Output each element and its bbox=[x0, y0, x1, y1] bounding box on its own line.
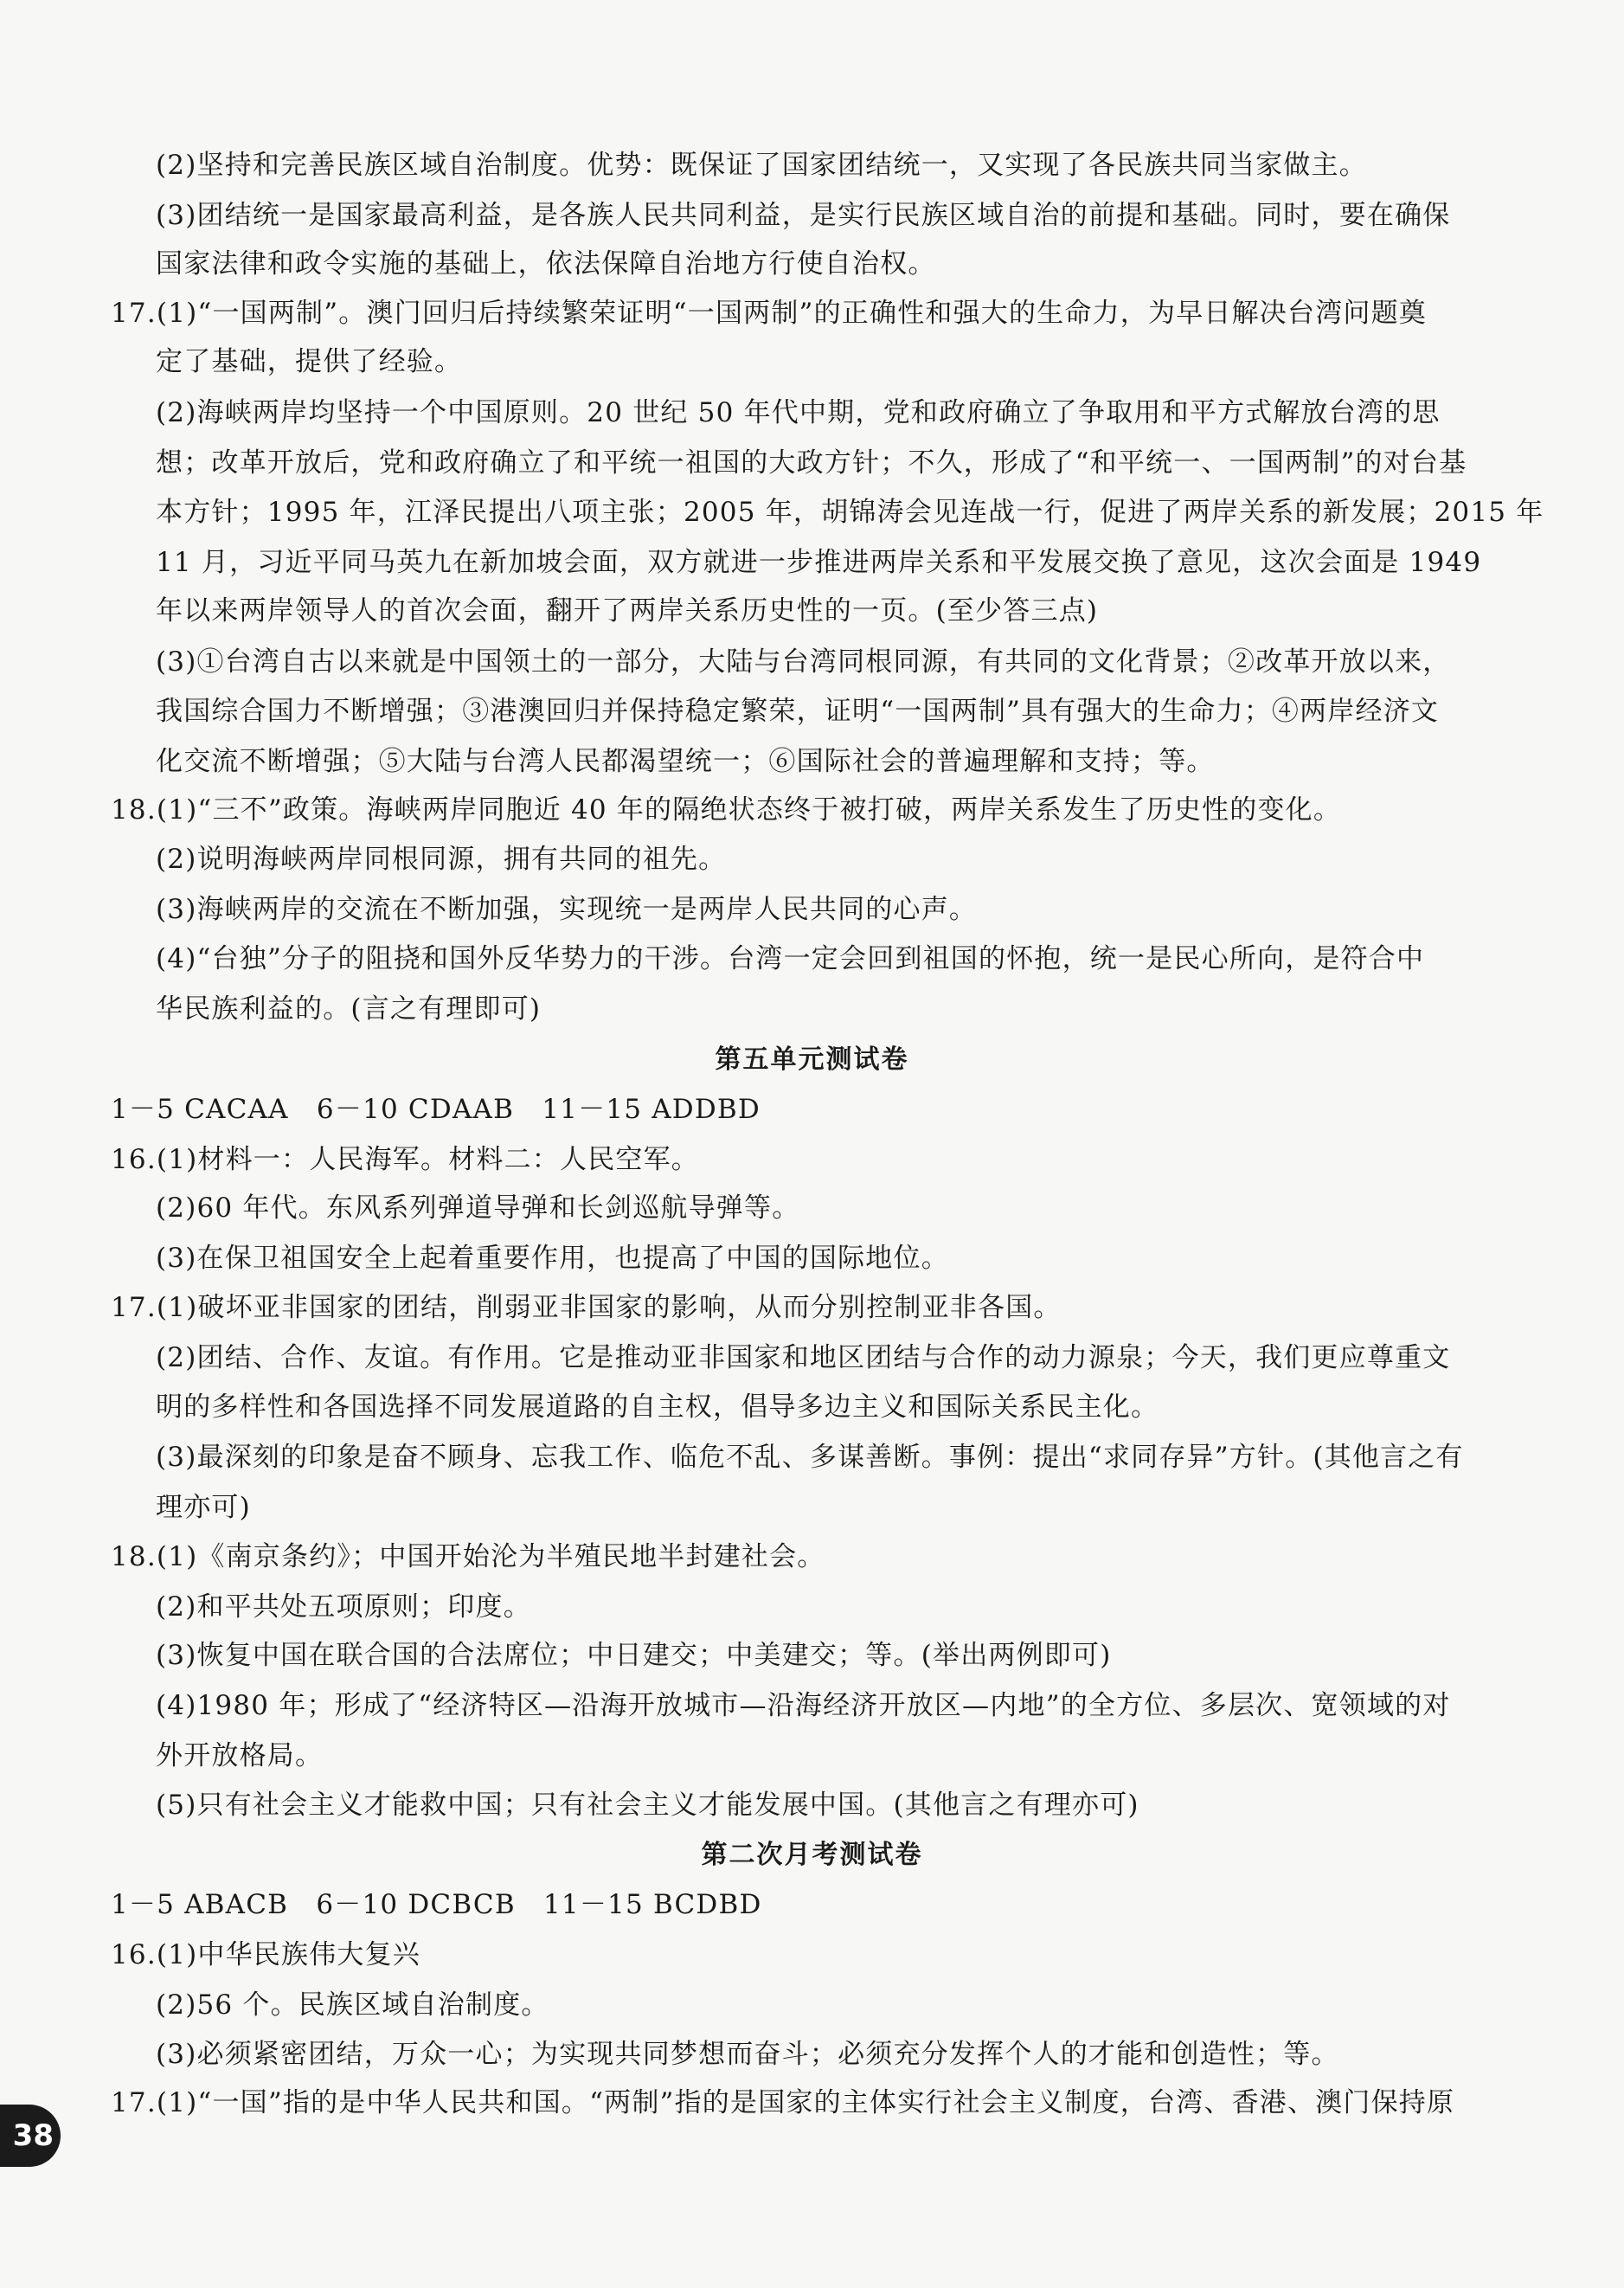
answer-line: (3)最深刻的印象是奋不顾身、忘我工作、临危不乱、多谋善断。事例：提出“求同存异”方针。(其他言之有 bbox=[156, 1442, 1464, 1473]
answer-line: 化交流不断增强；⑤大陆与台湾人民都渴望统一；⑥国际社会的普遍理解和支持；等。 bbox=[156, 746, 1215, 777]
answer-line: 17.(1)“一国两制”。澳门回归后持续繁荣证明“一国两制”的正确性和强大的生命力，为早日解决台湾问题奠 bbox=[111, 298, 1427, 329]
answer-line: 想；改革开放后，党和政府确立了和平统一祖国的大政方针；不久，形成了“和平统一、一国两制”的对台基 bbox=[156, 447, 1467, 479]
answer-line: 外开放格局。 bbox=[156, 1740, 324, 1771]
answer-line: 17.(1)破坏亚非国家的团结，削弱亚非国家的影响，从而分别控制亚非各国。 bbox=[111, 1292, 1062, 1323]
answer-line: (2)海峡两岸均坚持一个中国原则。20 世纪 50 年代中期，党和政府确立了争取用和平方式解放台湾的思 bbox=[156, 397, 1441, 428]
answer-line: (3)团结统一是国家最高利益，是各族人民共同利益，是实行民族区域自治的前提和基础。同时，要在确保 bbox=[156, 200, 1451, 231]
answer-line: (2)团结、合作、友谊。有作用。它是推动亚非国家和地区团结与合作的动力源泉；今天，我们更应尊重文 bbox=[156, 1342, 1451, 1373]
answer-line: 华民族利益的。(言之有理即可) bbox=[156, 993, 542, 1025]
answer-line: (2)和平共处五项原则；印度。 bbox=[156, 1591, 531, 1623]
section-heading: 第五单元测试卷 bbox=[715, 1044, 909, 1075]
answer-line: (3)在保卫祖国安全上起着重要作用，也提高了中国的国际地位。 bbox=[156, 1243, 949, 1274]
answer-line: (2)说明海峡两岸同根同源，拥有共同的祖先。 bbox=[156, 844, 727, 875]
answer-line: 国家法律和政令实施的基础上，依法保障自治地方行使自治权。 bbox=[156, 248, 936, 280]
answer-line: 18.(1)“三不”政策。海峡两岸同胞近 40 年的隔绝状态终于被打破，两岸关系发生了历史性的变化。 bbox=[111, 794, 1342, 826]
answer-line: (4)“台独”分子的阻挠和国外反华势力的干涉。台湾一定会回到祖国的怀抱，统一是民心所向，是符合中 bbox=[156, 943, 1425, 974]
answer-line: 我国综合国力不断增强；③港澳回归并保持稳定繁荣，证明“一国两制”具有强大的生命力；④两岸经济文 bbox=[156, 696, 1440, 727]
answer-line: 17.(1)“一国”指的是中华人民共和国。“两制”指的是国家的主体实行社会主义制度，台湾、香港、澳门保持原 bbox=[111, 2087, 1455, 2118]
answer-line: (2)56 个。民族区域自治制度。 bbox=[156, 1989, 549, 2021]
answer-line: (3)①台湾自古以来就是中国领土的一部分，大陆与台湾同根同源，有共同的文化背景；②改革开放以来， bbox=[156, 646, 1451, 678]
answer-line: (3)恢复中国在联合国的合法席位；中日建交；中美建交；等。(举出两例即可) bbox=[156, 1640, 1112, 1671]
answer-line: 11 月，习近平同马英九在新加坡会面，双方就进一步推进两岸关系和平发展交换了意见，这次会面是 1949 bbox=[156, 547, 1482, 578]
answer-line: 1－5 CACAA 6－10 CDAAB 11－15 ADDBD bbox=[111, 1094, 761, 1125]
answer-line: 明的多样性和各国选择不同发展道路的自主权，倡导多边主义和国际关系民主化。 bbox=[156, 1391, 1159, 1423]
answer-line: (3)海峡两岸的交流在不断加强，实现统一是两岸人民共同的心声。 bbox=[156, 894, 978, 925]
answer-line: 1－5 ABACB 6－10 DCBCB 11－15 BCDBD bbox=[111, 1889, 762, 1920]
section-heading: 第二次月考测试卷 bbox=[701, 1840, 923, 1870]
answer-line: 本方针；1995 年，江泽民提出八项主张；2005 年，胡锦涛会见连战一行，促进了两岸关系的新发展；2015 年 bbox=[156, 497, 1544, 528]
answer-line: 理亦可) bbox=[156, 1492, 251, 1523]
answer-line: 16.(1)中华民族伟大复兴 bbox=[111, 1939, 421, 1970]
answer-line: (2)60 年代。东风系列弹道导弹和长剑巡航导弹等。 bbox=[156, 1192, 800, 1224]
answer-line: 定了基础，提供了经验。 bbox=[156, 346, 463, 377]
page-number: 38 bbox=[0, 2105, 61, 2167]
answer-line: 16.(1)材料一：人民海军。材料二：人民空军。 bbox=[111, 1144, 700, 1175]
answer-line: 年以来两岸领导人的首次会面，翻开了两岸关系历史性的一页。(至少答三点) bbox=[156, 595, 1099, 627]
answer-line: (4)1980 年；形成了“经济特区—沿海开放城市—沿海经济开放区—内地”的全方位、多层次、宽领域的对 bbox=[156, 1690, 1451, 1721]
answer-line: (2)坚持和完善民族区域自治制度。优势：既保证了国家团结统一，又实现了各民族共同当家做主。 bbox=[156, 150, 1367, 181]
answer-line: 18.(1)《南京条约》；中国开始沦为半殖民地半封建社会。 bbox=[111, 1541, 825, 1572]
answer-line: (3)必须紧密团结，万众一心；为实现共同梦想而奋斗；必须充分发挥个人的才能和创造性；等。 bbox=[156, 2039, 1339, 2070]
answer-line: (5)只有社会主义才能救中国；只有社会主义才能发展中国。(其他言之有理亦可) bbox=[156, 1790, 1139, 1821]
